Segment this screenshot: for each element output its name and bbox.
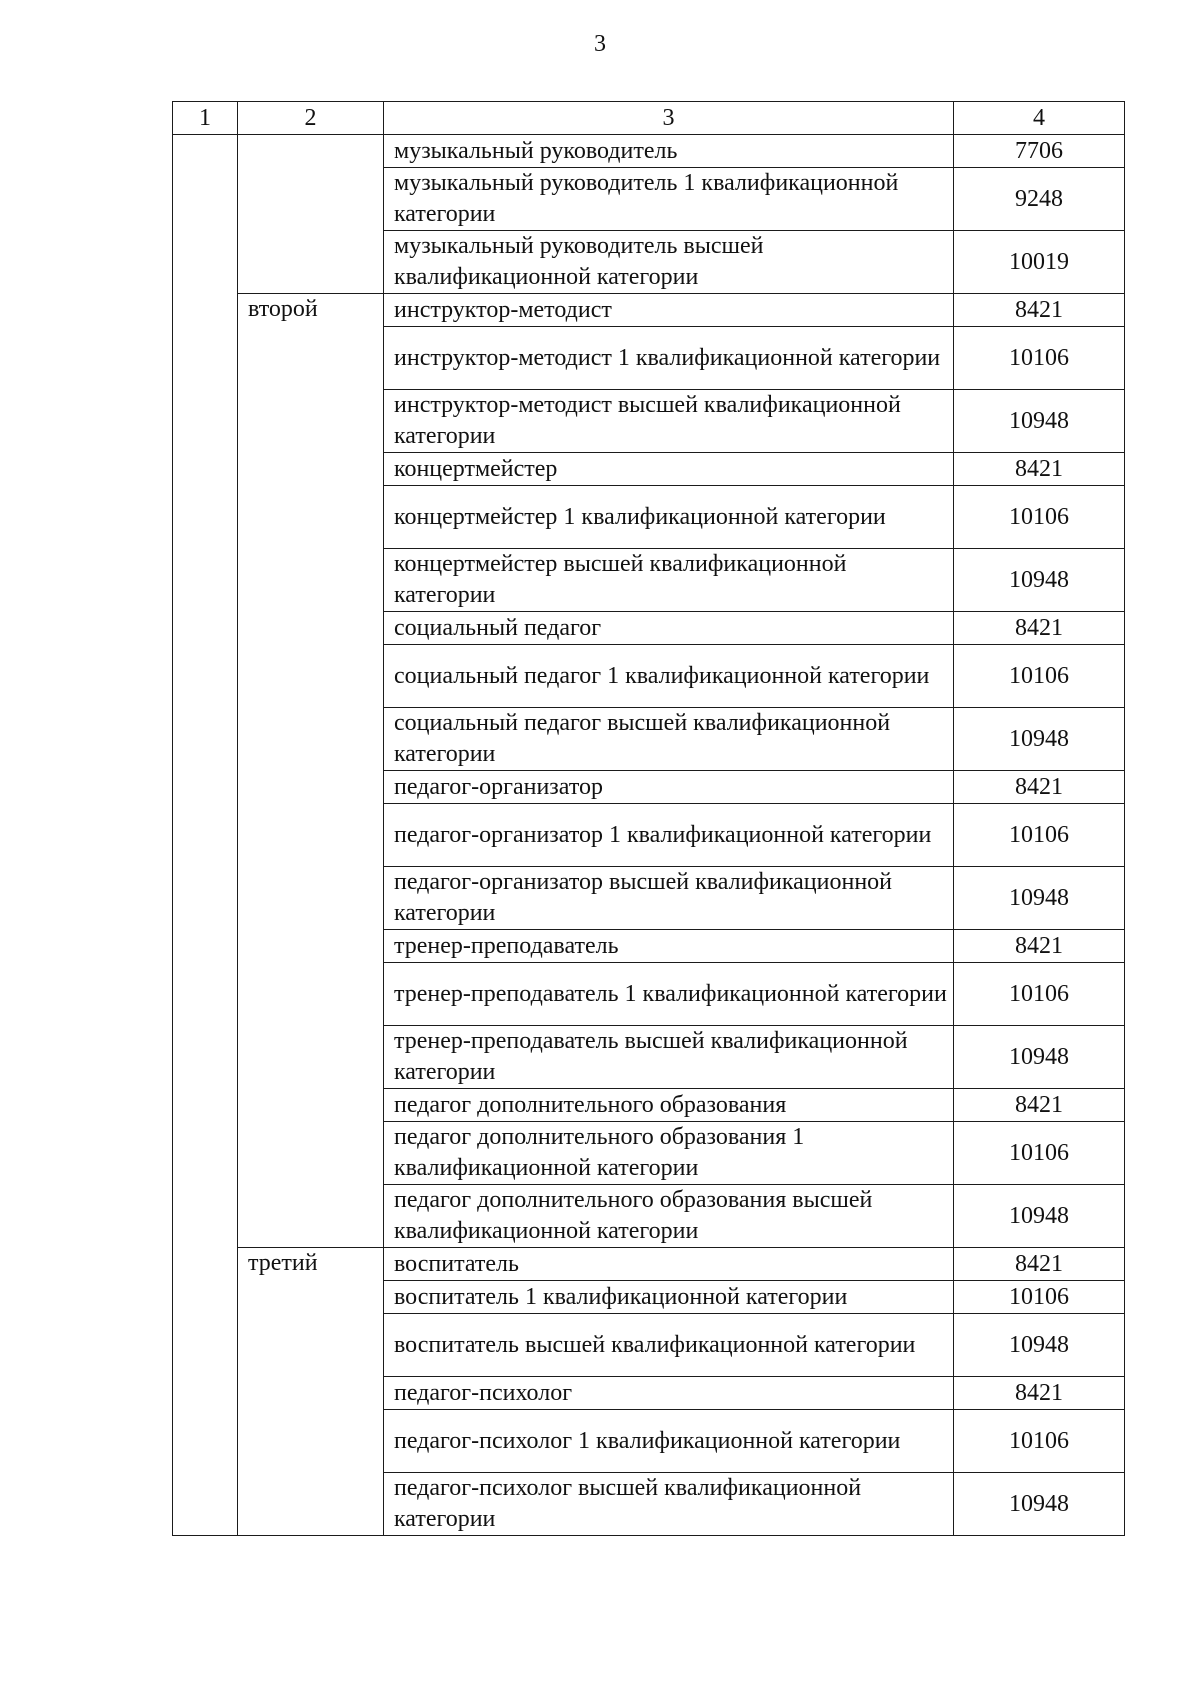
table-row [173, 135, 1125, 168]
salary-cell: 8421 [954, 1377, 1125, 1410]
position-cell: концертмейстер 1 квалификационной категории [384, 486, 954, 549]
salary-cell: 7706 [954, 135, 1125, 168]
position-cell: педагог-организатор высшей квалификационной категории [384, 867, 954, 930]
salary-cell: 10106 [954, 486, 1125, 549]
salary-cell: 10948 [954, 708, 1125, 771]
position-cell: музыкальный руководитель 1 квалификационной категории [384, 168, 954, 231]
position-cell: педагог дополнительного образования 1 квалификационной категории [384, 1122, 954, 1185]
position-cell: педагог-организатор [384, 771, 954, 804]
position-cell: тренер-преподаватель 1 квалификационной категории [384, 963, 954, 1026]
salary-cell: 10106 [954, 963, 1125, 1026]
salary-cell: 10106 [954, 1410, 1125, 1473]
position-cell: инструктор-методист 1 квалификационной категории [384, 327, 954, 390]
column-number-2: 2 [238, 102, 384, 135]
position-cell: концертмейстер высшей квалификационной категории [384, 549, 954, 612]
group-cell: третий [238, 1248, 384, 1536]
position-cell: воспитатель 1 квалификационной категории [384, 1281, 954, 1314]
table-row [173, 294, 1125, 327]
position-cell: музыкальный руководитель [384, 135, 954, 168]
position-cell: воспитатель [384, 1248, 954, 1281]
salary-cell: 10106 [954, 804, 1125, 867]
salary-cell: 10106 [954, 327, 1125, 390]
position-cell: социальный педагог высшей квалификационной категории [384, 708, 954, 771]
column-number-3: 3 [384, 102, 954, 135]
salary-cell: 8421 [954, 771, 1125, 804]
salary-cell: 8421 [954, 612, 1125, 645]
column-number-1: 1 [173, 102, 238, 135]
position-cell: педагог-психолог [384, 1377, 954, 1410]
position-cell: социальный педагог [384, 612, 954, 645]
group-cell [238, 135, 384, 294]
table-row [173, 1248, 1125, 1281]
position-cell: тренер-преподаватель высшей квалификационной категории [384, 1026, 954, 1089]
salary-cell: 8421 [954, 1248, 1125, 1281]
group-cell: второй [238, 294, 384, 1248]
position-cell: педагог-психолог высшей квалификационной категории [384, 1473, 954, 1536]
salary-table [172, 101, 1125, 1536]
salary-cell: 8421 [954, 294, 1125, 327]
salary-cell: 8421 [954, 453, 1125, 486]
salary-cell: 9248 [954, 168, 1125, 231]
position-cell: педагог дополнительного образования высшей квалификационной категории [384, 1185, 954, 1248]
column-number-4: 4 [954, 102, 1125, 135]
position-cell: концертмейстер [384, 453, 954, 486]
salary-cell: 10948 [954, 1473, 1125, 1536]
salary-cell: 10019 [954, 231, 1125, 294]
position-cell: педагог-организатор 1 квалификационной категории [384, 804, 954, 867]
salary-cell: 10948 [954, 867, 1125, 930]
position-cell: инструктор-методист [384, 294, 954, 327]
salary-table-container [172, 101, 1124, 1536]
position-cell: воспитатель высшей квалификационной категории [384, 1314, 954, 1377]
position-cell: инструктор-методист высшей квалификационной категории [384, 390, 954, 453]
position-cell: тренер-преподаватель [384, 930, 954, 963]
page-number: 3 [594, 31, 606, 57]
position-cell: педагог-психолог 1 квалификационной категории [384, 1410, 954, 1473]
salary-cell: 10948 [954, 390, 1125, 453]
position-cell: социальный педагог 1 квалификационной категории [384, 645, 954, 708]
salary-cell: 10106 [954, 1281, 1125, 1314]
salary-cell: 10106 [954, 1122, 1125, 1185]
position-cell: педагог дополнительного образования [384, 1089, 954, 1122]
salary-cell: 10948 [954, 1185, 1125, 1248]
column-1-cell [173, 135, 238, 1536]
salary-cell: 8421 [954, 930, 1125, 963]
salary-cell: 10948 [954, 1026, 1125, 1089]
salary-cell: 10106 [954, 645, 1125, 708]
salary-cell: 10948 [954, 1314, 1125, 1377]
column-number-row [173, 102, 1125, 135]
position-cell: музыкальный руководитель высшей квалификационной категории [384, 231, 954, 294]
salary-cell: 8421 [954, 1089, 1125, 1122]
salary-cell: 10948 [954, 549, 1125, 612]
